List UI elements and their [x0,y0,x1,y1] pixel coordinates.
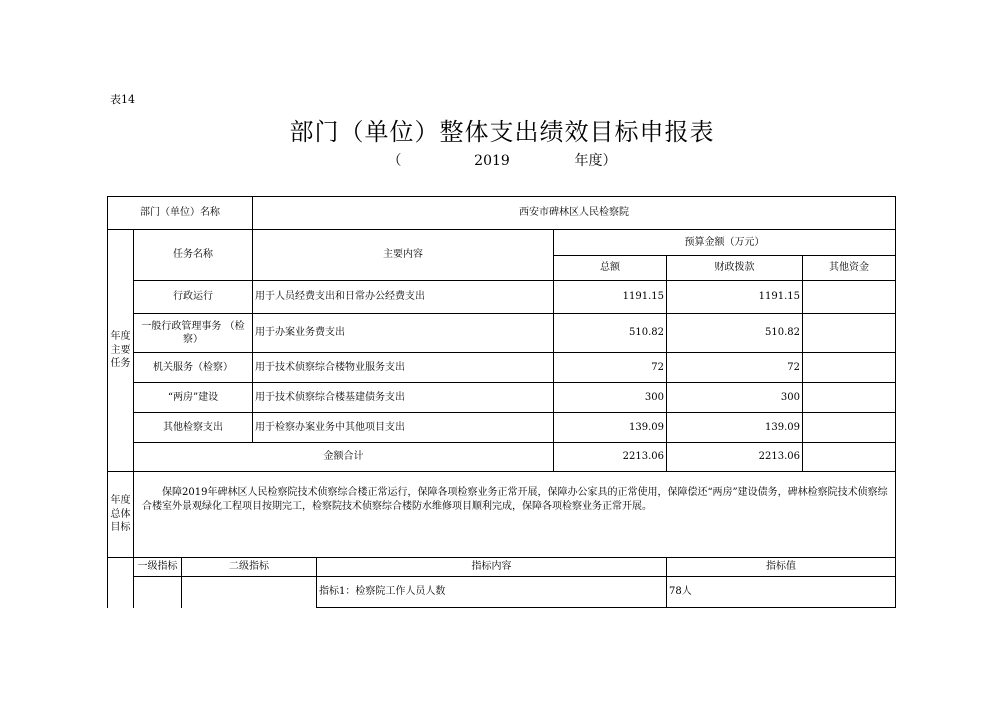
task-total: 139.09 [553,412,667,443]
col-other: 其他资金 [802,255,896,281]
task-fiscal: 139.09 [666,412,803,443]
col-indicator-content: 指标内容 [316,557,667,577]
col-total: 总额 [553,255,667,281]
task-other [802,280,896,314]
goal-side-label: 年度总体目标 [107,471,134,558]
task-other [802,412,896,443]
task-total: 300 [553,382,667,413]
col-level2-indicator: 二级指标 [181,557,317,577]
col-level1-indicator: 一级指标 [133,557,182,577]
task-total: 1191.15 [553,280,667,314]
task-name: 其他检察支出 [133,412,253,443]
sum-fiscal: 2213.06 [666,442,803,472]
task-total: 72 [553,352,667,383]
col-fiscal: 财政拨款 [666,255,803,281]
task-name: 机关服务（检察） [133,352,253,383]
task-name: “两房”建设 [133,382,253,413]
task-fiscal: 72 [666,352,803,383]
task-content: 用于技术侦察综合楼基建债务支出 [252,382,554,413]
task-content: 用于人员经费支出和日常办公经费支出 [252,280,554,314]
year-value: 2019 [474,153,510,169]
task-other [802,382,896,413]
task-content: 用于办案业务费支出 [252,313,554,353]
sum-other [802,442,896,472]
task-fiscal: 300 [666,382,803,413]
form-table [107,196,896,608]
col-indicator-value: 指标值 [666,557,896,577]
col-budget: 预算金额（万元） [553,229,896,256]
page-title: 部门（单位）整体支出绩效目标申报表 [289,118,715,146]
task-total: 510.82 [553,313,667,353]
tasks-side-label: 年度主要任务 [107,229,134,472]
col-task-name: 任务名称 [133,229,253,281]
sum-total: 2213.06 [553,442,667,472]
task-name: 一般行政管理事务 （检察） [133,313,253,353]
task-fiscal: 510.82 [666,313,803,353]
table-number: 表14 [110,93,135,106]
dept-label: 部门（单位）名称 [107,196,253,230]
year-close: 年度） [574,153,617,169]
year-open: （ [387,153,402,169]
dept-value: 西安市碑林区人民检察院 [252,196,896,230]
indicator-value: 78人 [666,576,896,608]
indicator-content: 指标1：检察院工作人员人数 [316,576,667,608]
sum-label: 金额合计 [133,442,554,472]
level1-cell [133,576,182,608]
task-content: 用于技术侦察综合楼物业服务支出 [252,352,554,383]
goal-text: 保障2019年碑林区人民检察院技术侦察综合楼正常运行，保障各项检察业务正常开展，保障办公家具的正常使用，保障偿还“两房”建设债务，碑林检察院技术侦察综合楼室外景观绿化工程项目按期完工，检察院技术侦察综合楼防水维修项目顺利完成，保障各项检察业务正常开展。 [133,471,896,558]
task-other [802,313,896,353]
level2-cell [181,576,317,608]
indicator-side-cell [107,557,134,608]
task-name: 行政运行 [133,280,253,314]
col-main-content: 主要内容 [252,229,554,281]
task-fiscal: 1191.15 [666,280,803,314]
year-line [0,150,1004,170]
task-content: 用于检察办案业务中其他项目支出 [252,412,554,443]
task-other [802,352,896,383]
